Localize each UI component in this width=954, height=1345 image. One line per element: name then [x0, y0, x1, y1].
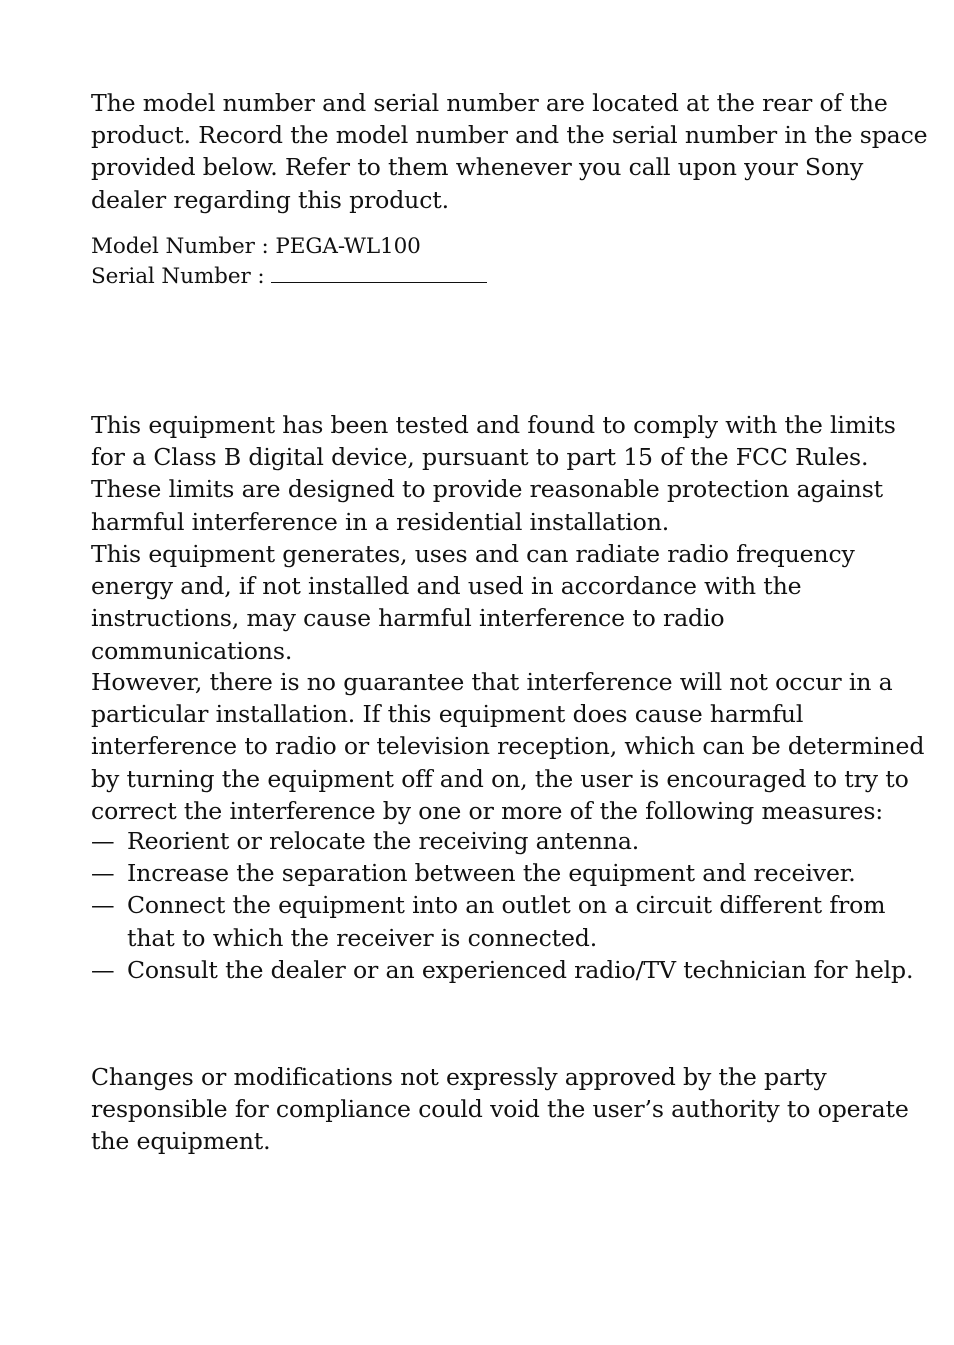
compliance-line: However, there is no guarantee that interference will not occur in a [91, 668, 893, 696]
compliance-line: energy and, if not installed and used in accordance with the [91, 572, 802, 601]
caution-line: the equipment. [91, 1127, 271, 1156]
compliance-line: instructions, may cause harmful interference to radio [91, 604, 725, 633]
caution-line: Changes or modifications not expressly approved by the party [91, 1063, 827, 1091]
caution-line: responsible for compliance could void the user’s authority to operate [91, 1095, 909, 1124]
intro-line: product. Record the model number and the serial number in the space [91, 121, 928, 150]
compliance-line: for a Class B digital device, pursuant to part 15 of the FCC Rules. [91, 443, 869, 472]
intro-line: provided below. Refer to them whenever you call upon your Sony [91, 153, 864, 182]
list-item [91, 857, 911, 889]
measures-list [91, 825, 914, 986]
compliance-line: These limits are designed to provide reasonable protection against [91, 475, 883, 504]
list-item [91, 825, 911, 857]
compliance-paragraph-1 [91, 409, 911, 538]
measure-text: Reorient or relocate the receiving antenna. [127, 827, 640, 855]
record-block [91, 232, 911, 292]
list-item [91, 954, 914, 986]
dash-bullet: — [91, 827, 115, 855]
serial-number-label: Serial Number : [91, 264, 272, 289]
compliance-paragraph-3 [91, 666, 925, 827]
measure-text: Increase the separation between the equipment and receiver. [127, 859, 856, 888]
measure-text: that to which the receiver is connected. [127, 923, 598, 952]
compliance-line: This equipment has been tested and found to comply with the limits [91, 411, 896, 439]
serial-number-line [91, 262, 911, 292]
dash-bullet: — [91, 955, 115, 984]
compliance-line: interference to radio or television reception, which can be determined [91, 732, 925, 761]
dash-bullet: — [91, 859, 115, 888]
compliance-line: harmful interference in a residential installation. [91, 507, 670, 536]
caution-paragraph [91, 1061, 911, 1158]
measure-text: Connect the equipment into an outlet on a circuit different from [127, 891, 886, 920]
compliance-line: This equipment generates, uses and can radiate radio frequency [91, 540, 855, 568]
compliance-line: by turning the equipment off and on, the user is encouraged to try to [91, 764, 909, 793]
intro-line: dealer regarding this product. [91, 185, 449, 214]
model-number-line: Model Number : PEGA-WL100 [91, 234, 421, 259]
intro-line: The model number and serial number are located at the rear of the [91, 89, 888, 117]
list-item [91, 889, 911, 953]
compliance-line: correct the interference by one or more of the following measures: [91, 796, 884, 825]
compliance-line: particular installation. If this equipment does cause harmful [91, 700, 804, 729]
compliance-paragraph-2 [91, 538, 911, 667]
measure-text: Consult the dealer or an experienced radio/TV technician for help. [127, 955, 914, 984]
dash-bullet: — [91, 891, 115, 920]
intro-paragraph [91, 87, 928, 216]
compliance-line: communications. [91, 636, 293, 665]
serial-number-blank [271, 262, 487, 283]
